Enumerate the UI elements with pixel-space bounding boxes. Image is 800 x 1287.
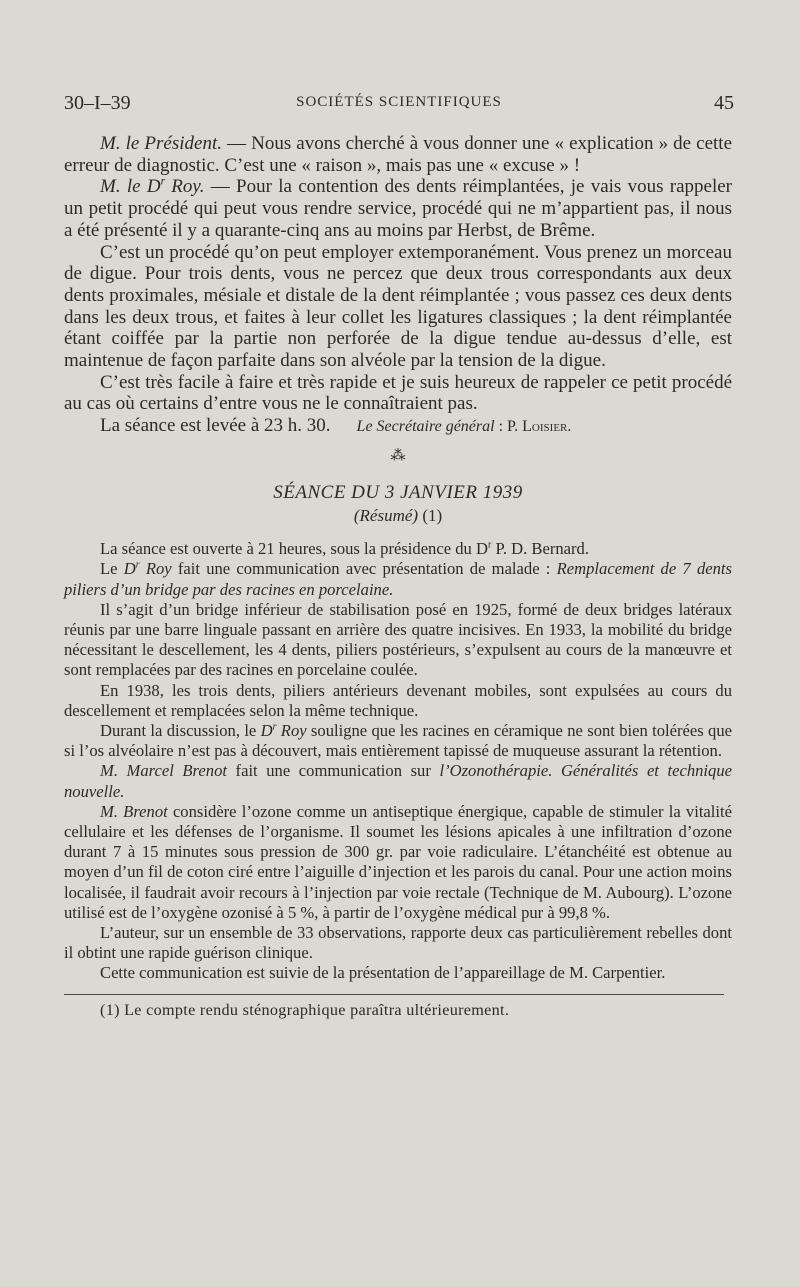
- running-header: [64, 92, 734, 122]
- speaker-text: M. le D: [100, 176, 161, 198]
- speaker-text: Roy: [139, 559, 172, 579]
- footnote: (1) Le compte rendu sténographique paraîtra ultérieurement.: [100, 1000, 510, 1019]
- paragraph: [64, 802, 732, 923]
- paragraph: L’auteur, sur un ensemble de 33 observations, rapporte deux cas particulièrement rebelles dont il obtint une rapide guérison clinique.: [64, 923, 732, 963]
- paragraph: [64, 761, 732, 801]
- superscript: r: [272, 721, 277, 733]
- paragraph: [64, 176, 732, 241]
- paragraph-text: souligne que les racines en céramique ne sont bien tolérées que si l’os alvéolaire n’est pas à découvert, mais entièrement tapissé de muqueuse assurant la rétention.: [64, 720, 732, 761]
- session-subtitle: [64, 505, 732, 527]
- header-date: 30–I–39: [64, 92, 131, 114]
- speaker: M. Brenot: [100, 801, 168, 821]
- speaker-text: D: [123, 559, 136, 579]
- header-section: SOCIÉTÉS SCIENTIFIQUES: [296, 94, 502, 110]
- signature-role: Le Secrétaire général: [356, 418, 495, 436]
- speaker: [124, 559, 172, 578]
- speaker: M. Marcel Brenot: [100, 761, 227, 781]
- paragraph-text: considère l’ozone comme un antiseptique énergique, capable de stimuler la vitalité cellulaire et les défenses de l’organisme. Il soumet les lésions apicales à une infiltration d’ozone durant 7 à 15 minutes sous pression de 300 gr. par voie radiculaire. L’étanchéité est obtenue au moyen d’un fil de coton ciré entre l’aiguille d’injection et les parois du canal. Pour une action moins localisée, il faudrait avoir recours à l’injection par voie rectale (Technique de M. Aubourg). L’ozone utilisé est de l’oxygène ozonisé à 5 %, à partir de l’oxygène médical pur à 99,8 %.: [64, 801, 732, 922]
- subtitle-italic: (Résumé): [353, 506, 419, 526]
- paragraph: C’est un procédé qu’on peut employer extemporanément. Vous prenez un morceau de digue. Pour trois dents, vous ne percez que deux trous correspondants aux deux dents proximales, mésiale et distale de la dent réimplantée ; vous passez ces deux dents dans les deux trous, et faites à leur collet les ligatures classiques ; la dent réimplantée étant coiffée par la partie non perforée de la digue tendue au-dessus d’elle, est maintenue de façon parfaite dans son alvéole par la tension de la digue.: [64, 241, 732, 372]
- superscript: r: [487, 539, 492, 551]
- speaker-text: Roy.: [165, 176, 205, 198]
- speaker-text: D: [260, 720, 273, 740]
- footnote-divider: [64, 994, 724, 995]
- speaker: M. le Président.: [100, 133, 222, 154]
- communication-title: Remplacement de 7 dents piliers d’un bridge par des racines en porcelaine.: [64, 559, 732, 599]
- closing-text: La séance est levée à 23 h. 30.: [100, 415, 331, 437]
- speaker: [261, 721, 307, 740]
- paragraph: Cette communication est suivie de la présentation de l’appareillage de M. Carpentier.: [100, 963, 666, 983]
- paragraph-text: — Nous avons cherché à vous donner une « explication » de cette erreur de diagnostic. C’est une « raison », mais pas une « excuse » !: [64, 133, 732, 176]
- paragraph: C’est très facile à faire et très rapide et je suis heureux de rappeler ce petit procédé au cas où certains d’entre vous ne le connaîtraient pas.: [64, 371, 732, 415]
- page-number: 45: [714, 92, 734, 114]
- paragraph-text: — Pour la contention des dents réimplantées, je vais vous rappeler un petit procédé qui peut vous rendre service, procédé qui ne m’appartient pas, il nous a été présenté il y a quarante-cinq ans au moins par Herbst, de Brême.: [64, 176, 732, 241]
- paragraph-text: P. D. Bernard.: [491, 539, 590, 559]
- closing-line: [64, 415, 732, 443]
- paragraph-text: fait une communication sur: [226, 761, 440, 781]
- paragraph: Il s’agit d’un bridge inférieur de stabilisation posé en 1925, formé de deux bridges latéraux réunis par une barre linguale passant en arrière des quatre incisives. En 1933, la mobilité du bridge nécessitant le descellement, les 4 dents, piliers postérieurs, s’expulsent au cours de la manœuvre et sont remplacées par des racines en porcelaine coulée.: [64, 599, 732, 680]
- page-body: [64, 133, 732, 1021]
- asterism-separator: ⁂: [390, 448, 406, 465]
- paragraph-text: La séance est ouverte à 21 heures, sous la présidence du D: [100, 539, 488, 559]
- session-title: SÉANCE DU 3 JANVIER 1939: [273, 482, 523, 504]
- communication-title: l’Ozonothérapie. Généralités et technique nouvelle.: [64, 761, 732, 801]
- footnote-ref: (1): [418, 506, 443, 526]
- paragraph: En 1938, les trois dents, piliers antérieurs devenant mobiles, sont expulsées au cours du descellement et remplacées selon la même technique.: [64, 680, 732, 720]
- paragraph-text: Durant la discussion, le: [100, 720, 261, 740]
- paragraph-text: fait une communication avec présentation de malade :: [171, 559, 557, 579]
- speaker-text: Roy: [276, 720, 307, 740]
- signature-sep: : P.: [494, 418, 523, 436]
- speaker: [100, 176, 205, 197]
- signature: [357, 418, 572, 436]
- paragraph: [64, 559, 732, 599]
- superscript: r: [135, 559, 140, 571]
- paragraph: [64, 133, 732, 176]
- paragraph-text: Le: [100, 559, 124, 579]
- paragraph: [64, 539, 732, 559]
- superscript: r: [160, 176, 165, 189]
- signature-name: Loisier.: [522, 418, 572, 436]
- paragraph: [64, 721, 732, 761]
